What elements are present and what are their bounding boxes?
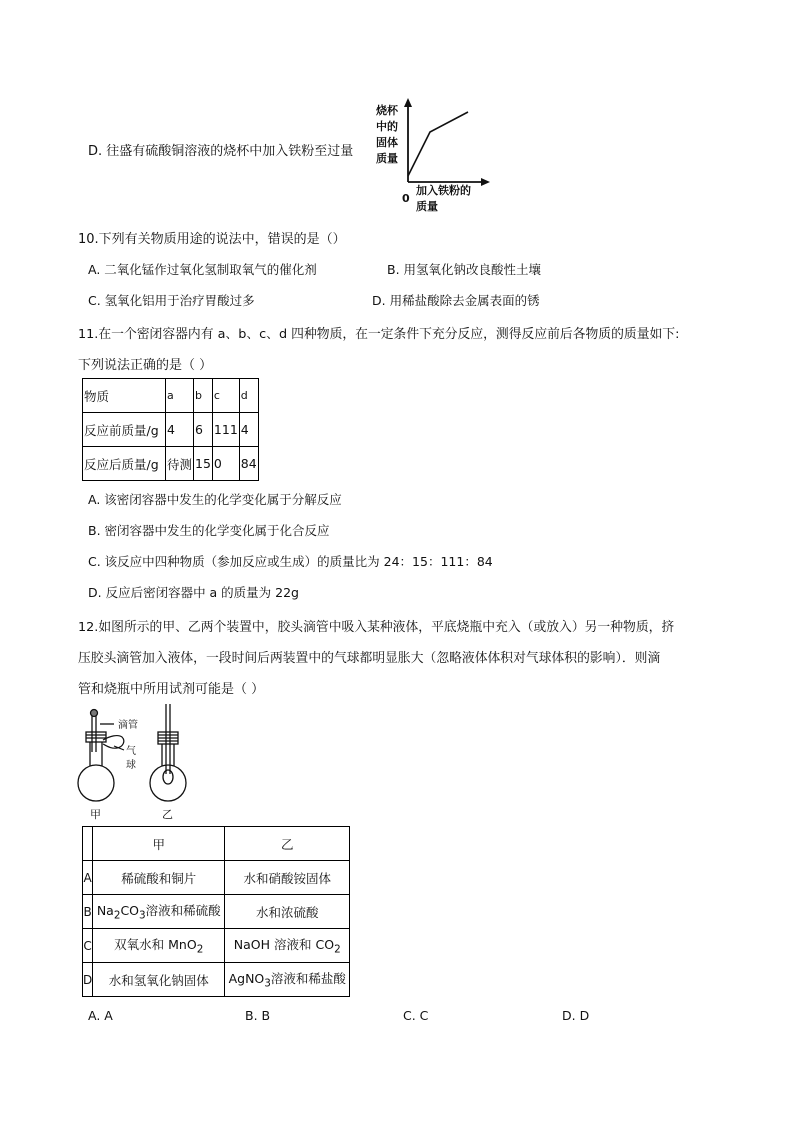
table-cell: 甲 — [93, 827, 225, 861]
table-row — [83, 895, 350, 929]
table-cell: 反应前质量/g — [83, 413, 166, 447]
q9-graph — [370, 98, 500, 218]
table-row — [83, 827, 350, 861]
table-cell: C — [83, 929, 93, 963]
subscript: 2 — [196, 943, 204, 956]
table-cell — [83, 827, 93, 861]
label-jia: 甲 — [90, 808, 101, 821]
graph-x-arrow — [481, 178, 490, 186]
formula-text: AgNO — [228, 971, 265, 987]
q12-option-a: A. A — [88, 1008, 113, 1023]
table-cell: 待测 — [166, 447, 194, 481]
formula-text: CO — [120, 903, 140, 919]
table-cell: B — [83, 895, 93, 929]
balloon-jia — [103, 736, 124, 750]
table-row — [83, 379, 259, 413]
graph-origin: 0 — [402, 192, 410, 205]
table-cell: 水和浓硫酸 — [225, 895, 350, 929]
table-cell: 物质 — [83, 379, 166, 413]
table-cell: 稀硫酸和铜片 — [93, 861, 225, 895]
table-cell: 0 — [212, 447, 239, 481]
q11-option-c: C. 该反应中四种物质（参加反应或生成）的质量比为 24：15：111：84 — [88, 554, 493, 569]
graph-y-arrow — [404, 98, 412, 107]
q12-apparatus-figure — [70, 704, 200, 822]
flask-yi — [150, 704, 186, 801]
table-cell: 15 — [194, 447, 213, 481]
balloon-label-1: 气 — [126, 746, 136, 757]
q12-option-b: B. B — [245, 1008, 271, 1023]
table-row — [83, 929, 350, 963]
table-cell: 反应后质量/g — [83, 447, 166, 481]
table-cell: 水和硝酸铵固体 — [225, 861, 350, 895]
formula-text: 双氧水和 MnO — [114, 937, 197, 953]
graph-ylabel-1: 烧杯 — [376, 104, 398, 117]
table-row — [83, 963, 350, 997]
q12-option-d: D. D — [562, 1008, 590, 1023]
table-cell — [93, 929, 225, 963]
table-cell — [225, 929, 350, 963]
graph-ylabel-3: 固体 — [376, 136, 398, 149]
table-cell: b — [194, 379, 213, 413]
graph-xlabel-2: 质量 — [416, 200, 438, 213]
table-cell: d — [239, 379, 258, 413]
table-cell: 4 — [239, 413, 258, 447]
q11-stem-line1: 11.在一个密闭容器内有 a、b、c、d 四种物质，在一定条件下充分反应，测得反应前后各物质的质量如下: — [78, 327, 680, 342]
q12-option-c: C. C — [403, 1008, 429, 1023]
table-cell — [225, 963, 350, 997]
q10-stem: 10.下列有关物质用途的说法中，错误的是（） — [78, 232, 346, 247]
graph-ylabel-2: 中的 — [376, 120, 398, 133]
table-row — [83, 413, 259, 447]
formula-text: NaOH 溶液和 CO — [233, 937, 335, 953]
table-cell: 水和氢氧化钠固体 — [93, 963, 225, 997]
table-row — [83, 447, 259, 481]
q10-option-b: B. 用氢氧化钠改良酸性土壤 — [387, 262, 542, 277]
table-cell: 6 — [194, 413, 213, 447]
q11-option-a: A. 该密闭容器中发生的化学变化属于分解反应 — [88, 492, 342, 507]
graph-xlabel-1: 加入铁粉的 — [416, 184, 471, 197]
table-cell: D — [83, 963, 93, 997]
table-cell: A — [83, 861, 93, 895]
q11-option-d: D. 反应后密闭容器中 a 的质量为 22g — [88, 585, 299, 600]
graph-ylabel-4: 质量 — [376, 152, 398, 165]
table-cell: a — [166, 379, 194, 413]
q9-option-d: D. 往盛有硫酸铜溶液的烧杯中加入铁粉至过量 — [88, 144, 354, 159]
table-cell: 84 — [239, 447, 258, 481]
subscript: 3 — [139, 909, 146, 922]
q11-stem-line2: 下列说法正确的是（ ） — [78, 358, 213, 373]
q10-option-d: D. 用稀盐酸除去金属表面的锈 — [372, 293, 540, 308]
formula-text: Na — [96, 903, 114, 919]
table-cell — [93, 895, 225, 929]
table-row — [83, 861, 350, 895]
q11-option-b: B. 密闭容器中发生的化学变化属于化合反应 — [88, 523, 330, 538]
subscript: 2 — [334, 943, 341, 956]
table-cell: c — [212, 379, 239, 413]
table-cell: 111 — [212, 413, 239, 447]
formula-text: 溶液和稀硫酸 — [145, 903, 221, 919]
q10-option-a: A. 二氧化锰作过氧化氢制取氧气的催化剂 — [88, 262, 317, 277]
subscript: 3 — [264, 977, 271, 990]
q12-stem-line1: 12.如图所示的甲、乙两个装置中，胶头滴管中吸入某种液体，平底烧瓶中充入（或放入）另一种物质，挤 — [78, 620, 675, 635]
q12-stem-line2: 压胶头滴管加入液体，一段时间后两装置中的气球都明显胀大（忽略液体体积对气球体积的影响）．则滴 — [78, 651, 661, 666]
table-cell: 乙 — [225, 827, 350, 861]
table-cell: 4 — [166, 413, 194, 447]
graph-curve — [408, 112, 468, 176]
q12-table — [82, 826, 350, 997]
q12-stem-line3: 管和烧瓶中所用试剂可能是（ ） — [78, 682, 265, 697]
balloon-label-2: 球 — [126, 760, 136, 771]
dropper-label: 滴管 — [118, 720, 138, 731]
q10-option-c: C. 氢氧化铝用于治疗胃酸过多 — [88, 293, 255, 308]
formula-text: 溶液和稀盐酸 — [270, 971, 346, 987]
subscript: 2 — [113, 909, 121, 922]
q11-table — [82, 378, 259, 481]
label-yi: 乙 — [162, 808, 173, 821]
